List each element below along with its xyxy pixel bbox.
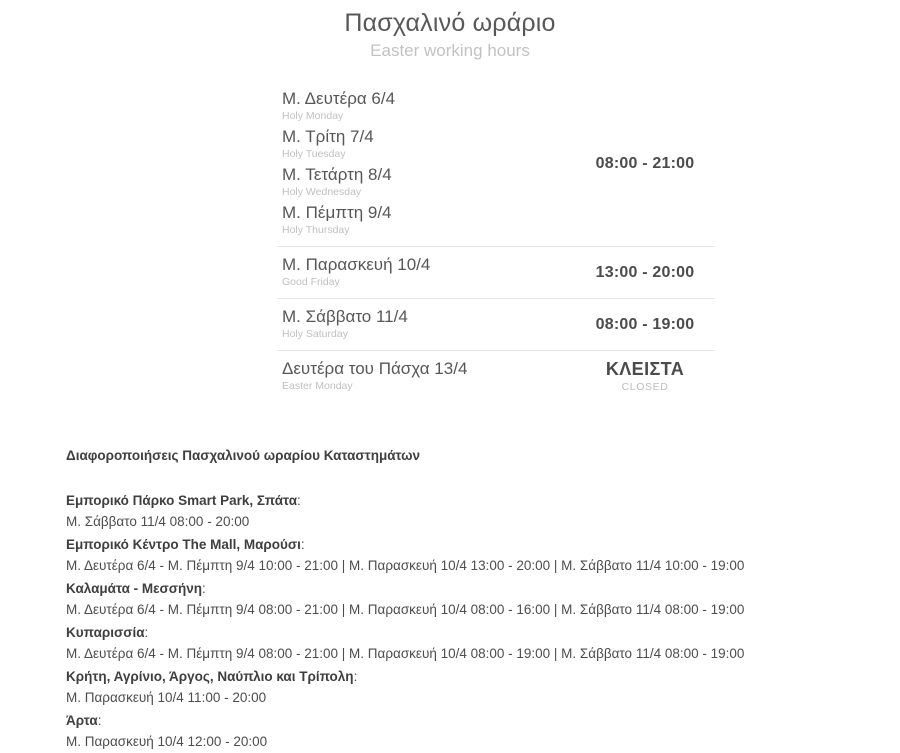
day-label-english: Holy Saturday — [282, 328, 348, 340]
day-label-english: Holy Thursday — [282, 224, 350, 236]
note-store-hours: Μ. Δευτέρα 6/4 - Μ. Πέμπτη 9/4 08:00 - 21:00 | Μ. Παρασκευή 10/4 08:00 - 19:00 | Μ. Σάββατο 11/4 08:00 - 19:00 — [66, 646, 745, 661]
day-entry — [282, 164, 577, 199]
page-header — [0, 0, 900, 63]
day-label-english: Holy Monday — [282, 110, 344, 122]
note-store-name-text: Κυπαρισσία — [66, 625, 145, 640]
schedule-row-days — [277, 247, 577, 298]
hours-closed-label: ΚΛΕΙΣΤΑ — [605, 359, 685, 379]
note-store-name — [66, 710, 900, 731]
note-item — [66, 666, 900, 709]
schedule-row-hours — [577, 81, 715, 246]
day-entry — [282, 202, 577, 237]
hours-value: 13:00 - 20:00 — [595, 263, 695, 281]
note-colon: : — [144, 625, 149, 640]
schedule-row-hours — [577, 247, 715, 298]
day-label-greek: Μ. Δευτέρα 6/4 — [282, 89, 396, 108]
schedule-row-days — [277, 351, 577, 402]
note-colon: : — [353, 669, 358, 684]
note-store-name-text: Καλαμάτα - Μεσσήνη — [66, 581, 203, 596]
schedule-row — [277, 299, 715, 351]
note-store-name-text: Εμπορικό Πάρκο Smart Park, Σπάτα — [66, 493, 297, 508]
day-label-greek: Μ. Τρίτη 7/4 — [282, 127, 374, 146]
note-colon: : — [297, 493, 301, 508]
schedule-row-days — [277, 81, 577, 246]
schedule-table — [277, 63, 715, 402]
page-title: Πασχαλινό ωράριο — [344, 9, 556, 37]
note-store-name — [66, 578, 900, 599]
hours-closed-sublabel: CLOSED — [621, 381, 669, 393]
notes-list — [66, 490, 900, 753]
note-store-name-text: Κρήτη, Αγρίνιο, Άργος, Ναύπλιο και Τρίπολη — [66, 669, 354, 684]
note-colon: : — [97, 713, 102, 728]
note-item — [66, 622, 900, 665]
note-colon: : — [202, 581, 206, 596]
day-label-english: Good Friday — [282, 276, 340, 288]
note-item — [66, 710, 900, 753]
day-entry — [282, 88, 577, 123]
day-label-greek: Δευτέρα του Πάσχα 13/4 — [282, 359, 468, 378]
day-entry — [282, 358, 577, 393]
notes-title: Διαφοροποιήσεις Πασχαλινού ωραρίου Καταστημάτων — [66, 448, 421, 463]
schedule-row-hours — [577, 299, 715, 350]
day-entry — [282, 126, 577, 161]
note-store-hours: Μ. Δευτέρα 6/4 - Μ. Πέμπτη 9/4 08:00 - 21:00 | Μ. Παρασκευή 10/4 08:00 - 16:00 | Μ. Σάββατο 11/4 08:00 - 19:00 — [66, 602, 745, 617]
note-item — [66, 534, 900, 577]
note-store-name — [66, 534, 900, 555]
hours-value: 08:00 - 21:00 — [595, 154, 695, 172]
day-label-english: Holy Wednesday — [282, 186, 362, 198]
schedule-row — [277, 351, 715, 402]
day-label-english: Holy Tuesday — [282, 148, 346, 160]
page-subtitle: Easter working hours — [370, 41, 530, 60]
day-label-greek: Μ. Σάββατο 11/4 — [282, 307, 408, 326]
schedule-row-hours — [577, 351, 715, 402]
note-store-hours: Μ. Δευτέρα 6/4 - Μ. Πέμπτη 9/4 10:00 - 21:00 | Μ. Παρασκευή 10/4 13:00 - 20:00 | Μ. Σάββατο 11/4 10:00 - 19:00 — [66, 558, 745, 573]
note-store-name-text: Εμπορικό Κέντρο The Mall, Μαρούσι — [66, 537, 301, 552]
note-store-name-text: Άρτα — [66, 713, 98, 728]
note-store-hours: Μ. Παρασκευή 10/4 11:00 - 20:00 — [66, 690, 267, 705]
note-colon: : — [300, 537, 305, 552]
schedule-row — [277, 81, 715, 247]
schedule-row — [277, 247, 715, 299]
note-item — [66, 490, 900, 533]
note-store-name — [66, 622, 900, 643]
schedule-row-days — [277, 299, 577, 350]
hours-value: 08:00 - 19:00 — [595, 315, 695, 333]
day-label-english: Easter Monday — [282, 380, 353, 392]
note-store-hours: Μ. Σάββατο 11/4 08:00 - 20:00 — [66, 514, 250, 529]
note-store-name — [66, 666, 900, 687]
notes-section — [0, 402, 900, 753]
note-item — [66, 578, 900, 621]
note-store-hours: Μ. Παρασκευή 10/4 12:00 - 20:00 — [66, 734, 268, 749]
note-store-name — [66, 490, 900, 511]
day-label-greek: Μ. Πέμπτη 9/4 — [282, 203, 392, 222]
day-label-greek: Μ. Παρασκευή 10/4 — [282, 255, 431, 274]
day-entry — [282, 306, 577, 341]
day-entry — [282, 254, 577, 289]
day-label-greek: Μ. Τετάρτη 8/4 — [282, 165, 392, 184]
